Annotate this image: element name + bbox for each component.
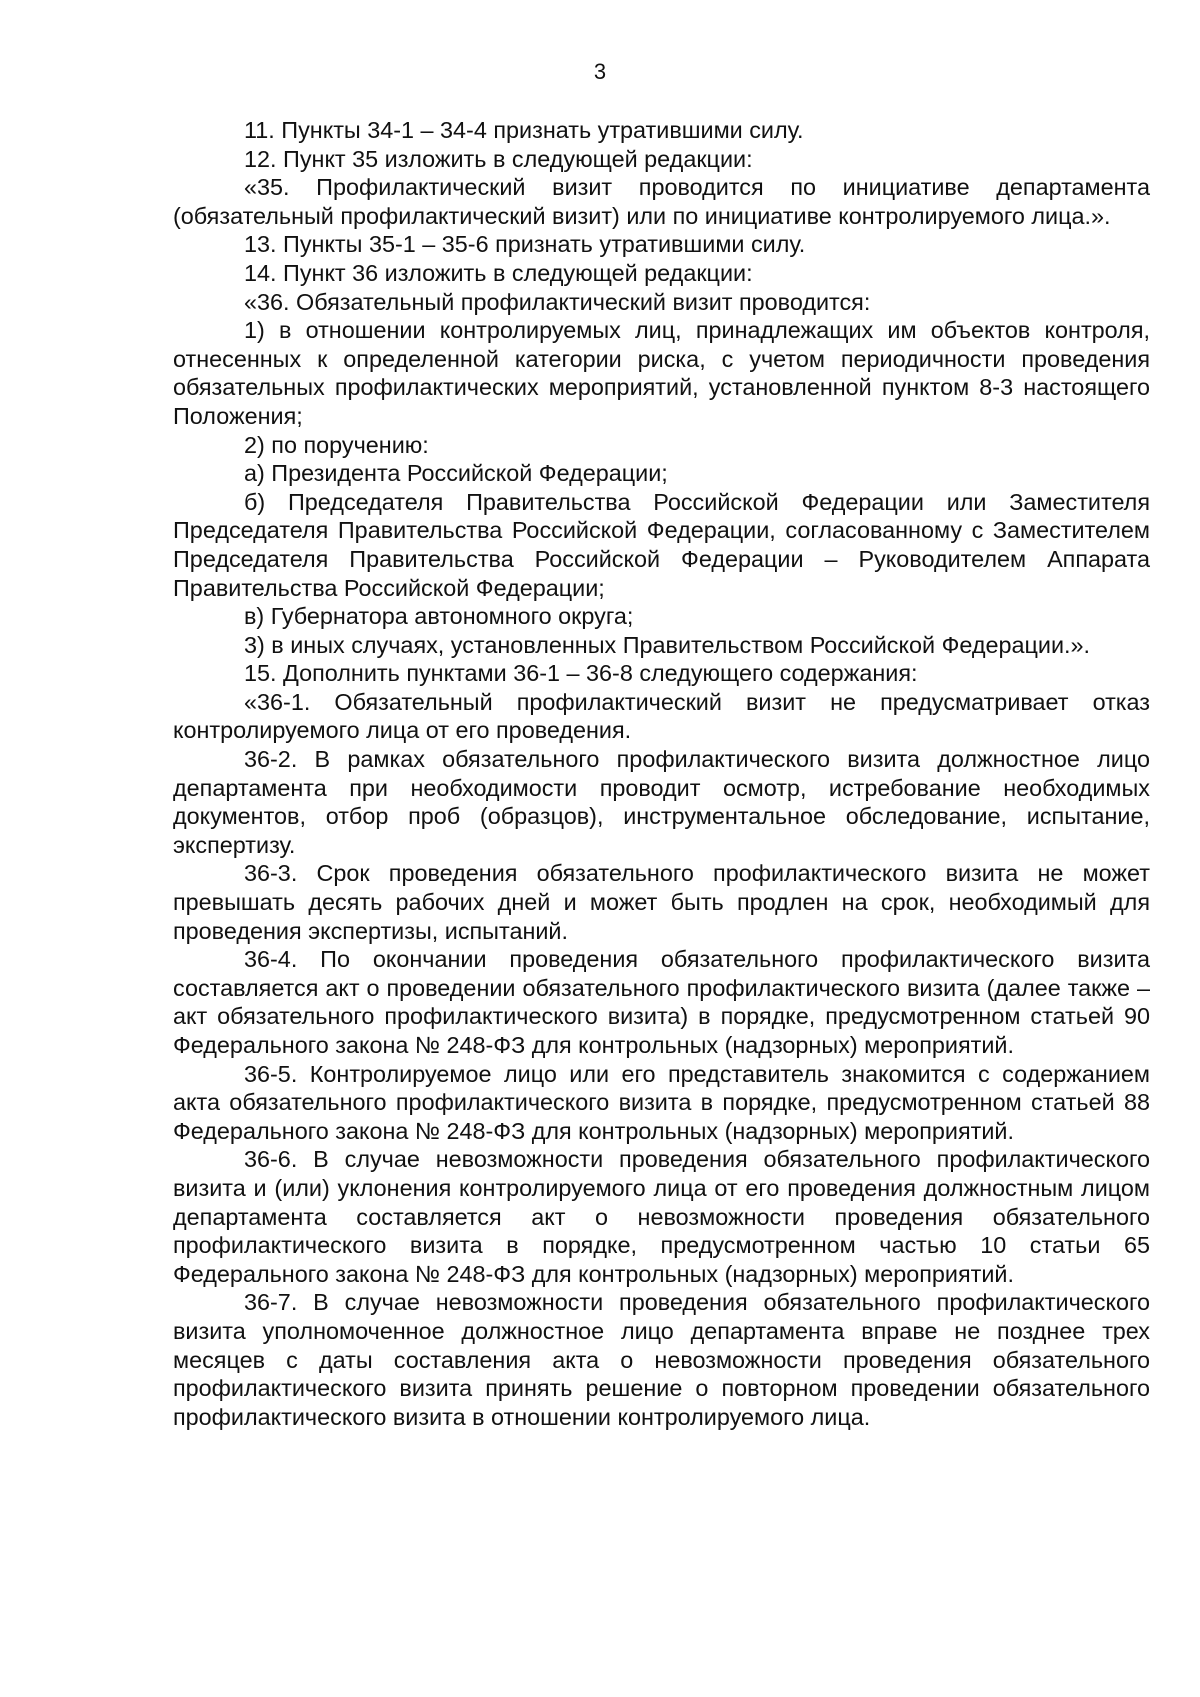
paragraph-36-2: 36-2. В рамках обязательного профилактического визита должностное лицо департамента при необходимости проводит осмотр, истребование необходимых документов, отбор проб (образцов), инструментальное обследование, испытание, экспертизу. <box>173 746 1150 858</box>
paragraph-36-1: «36-1. Обязательный профилактический визит не предусматривает отказ контролируемого лица от его проведения. <box>173 688 1150 744</box>
paragraph-15: 15. Дополнить пунктами 36-1 – 36-8 следующего содержания: <box>244 660 918 687</box>
paragraph-36-item-1: 1) в отношении контролируемых лиц, принадлежащих им объектов контроля, отнесенных к определенной категории риска, с учетом периодичности проведения обязательных профилактических мероприятий, установленной пунктом 8-3 настоящего Положения; <box>173 317 1150 429</box>
paragraph-36-5: 36-5. Контролируемое лицо или его представитель знакомится с содержанием акта обязательного профилактического визита в порядке, предусмотренном статьей 88 Федерального закона № 248-ФЗ для контрольных (надзорных) мероприятий. <box>173 1060 1150 1144</box>
paragraph-36-text: «36. Обязательный профилактический визит проводится: <box>244 288 871 315</box>
paragraph-36-6: 36-6. В случае невозможности проведения обязательного профилактического визита и (или) уклонения контролируемого лица от его проведения должностным лицом департамента составляется акт о невозможности проведения обязательного профилактического визита в порядке, предусмотренном частью 10 статьи 65 Федерального закона № 248-ФЗ для контрольных (надзорных) мероприятий. <box>173 1146 1150 1287</box>
paragraph-11: 11. Пункты 34-1 – 34-4 признать утратившими силу. <box>244 117 804 143</box>
page-number: 3 <box>593 59 607 84</box>
paragraph-36-3: 36-3. Срок проведения обязательного профилактического визита не может превышать десять рабочих дней и может быть продлен на срок, необходимый для проведения экспертизы, испытаний. <box>173 860 1150 944</box>
paragraph-35-text: «35. Профилактический визит проводится по инициативе департамента (обязательный профилактический визит) или по инициативе контролируемого лица.». <box>173 174 1150 229</box>
paragraph-12: 12. Пункт 35 изложить в следующей редакции: <box>244 145 753 172</box>
paragraph-13: 13. Пункты 35-1 – 35-6 признать утратившими силу. <box>244 231 806 258</box>
paragraph-36-item-3: 3) в иных случаях, установленных Правительством Российской Федерации.». <box>244 631 1091 658</box>
paragraph-36-item-2: 2) по поручению: <box>244 431 429 458</box>
paragraph-36-4: 36-4. По окончании проведения обязательного профилактического визита составляется акт о проведении обязательного профилактического визита (далее также – акт обязательного профилактического визита) в порядке, предусмотренном статьей 90 Федерального закона № 248-ФЗ для контрольных (надзорных) мероприятий. <box>173 946 1150 1058</box>
paragraph-36-item-2a: а) Президента Российской Федерации; <box>244 460 668 487</box>
paragraph-36-item-2v: в) Губернатора автономного округа; <box>244 603 634 630</box>
document-body <box>173 116 1150 1431</box>
paragraph-14: 14. Пункт 36 изложить в следующей редакции: <box>244 259 753 286</box>
paragraph-36-7: 36-7. В случае невозможности проведения обязательного профилактического визита уполномоченное должностное лицо департамента вправе не позднее трех месяцев с даты составления акта о невозможности проведения обязательного профилактического визита принять решение о повторном проведении обязательного профилактического визита в отношении контролируемого лица. <box>173 1289 1150 1430</box>
paragraph-36-item-2b: б) Председателя Правительства Российской Федерации или Заместителя Председателя Правительства Российской Федерации, согласованному с Заместителем Председателя Правительства Российской Федерации – Руководителем Аппарата Правительства Российской Федерации; <box>173 488 1150 601</box>
